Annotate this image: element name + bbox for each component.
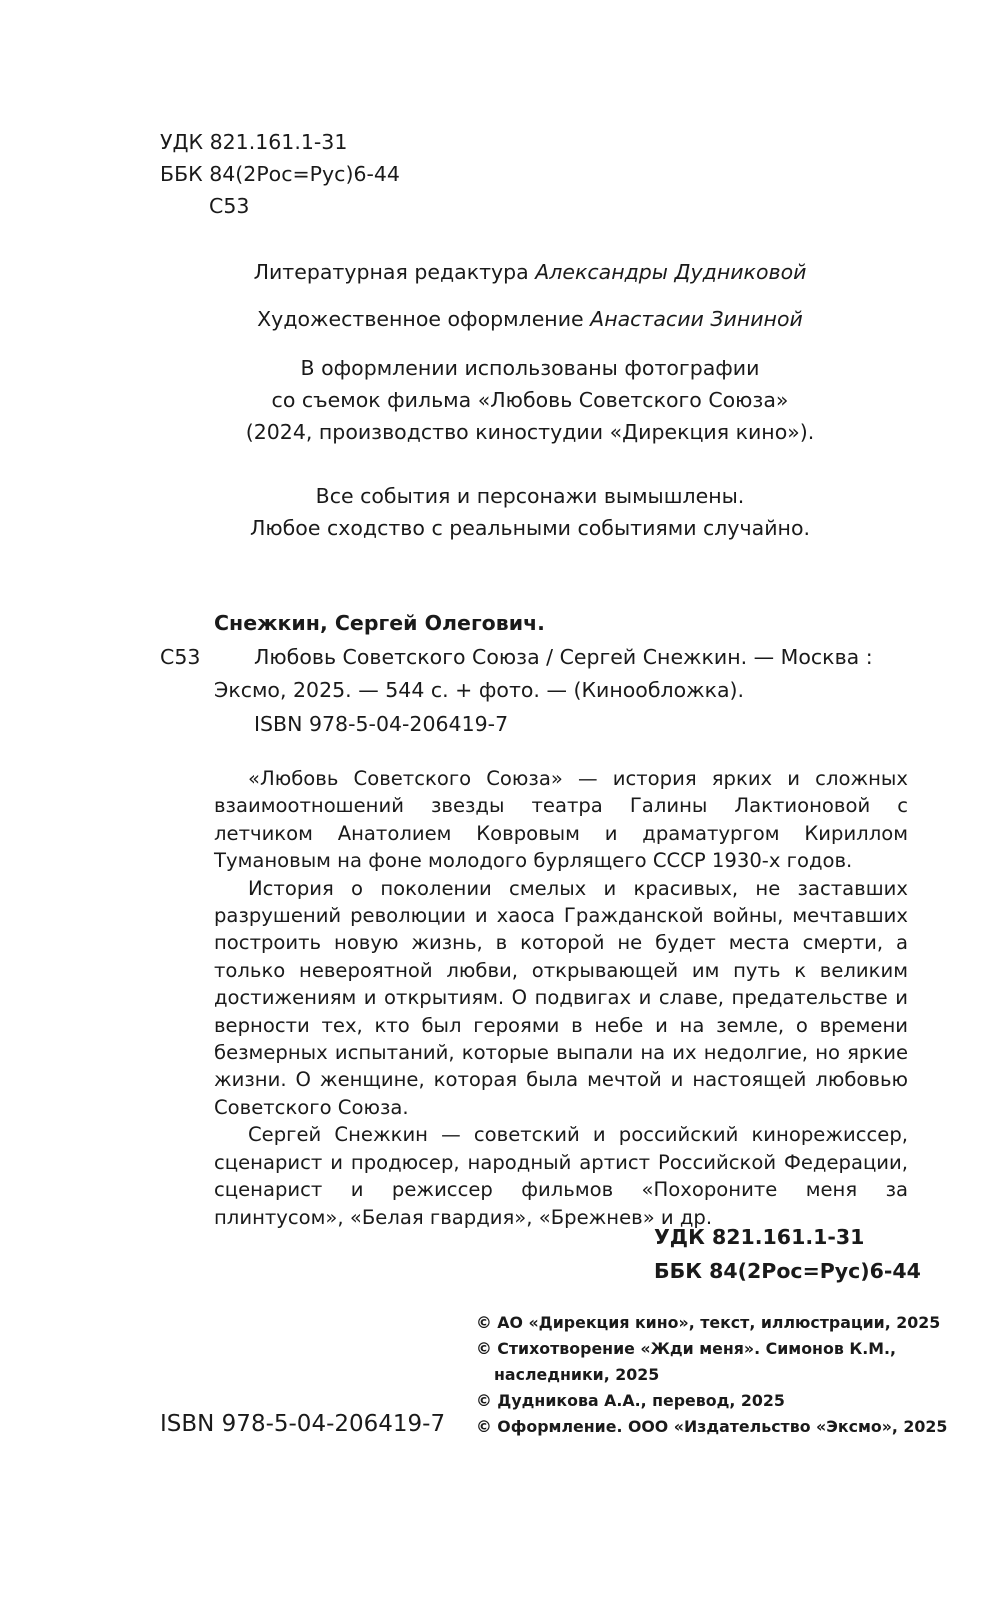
literary-editor-credit <box>180 260 880 284</box>
disclaimer-line: Все события и персонажи вымышлены. <box>315 484 745 508</box>
literary-editor-name: Александры Дудниковой <box>535 260 807 284</box>
copyright-line: © Оформление. ООО «Издательство «Эксмо», 2025 <box>476 1417 948 1436</box>
disclaimer-line: Любое сходство с реальными событиями случайно. <box>249 516 811 540</box>
annotation-paragraph: История о поколении смелых и красивых, не заставших разрушений революции и хаоса Гражданской войны, мечтавших построить новую жизнь, в которой не будет места смерти, а только невероятной любви, открывающей им путь к великим достижениям и открытиям. О подвигах и славе, предательстве и верности тех, кто был героями в небе и на земле, о времени безмерных испытаний, которые выпали на их недолгие, но яркие жизни. О женщине, которая была мечтой и настоящей любовью Советского Союза. <box>214 876 908 1119</box>
copyright-line: наследники, 2025 <box>494 1365 660 1384</box>
copyright-line: © АО «Дирекция кино», текст, иллюстрации, 2025 <box>476 1313 941 1332</box>
photo-credit-line: со съемок фильма «Любовь Советского Союза» <box>271 388 789 412</box>
header-udk: УДК 821.161.1-31 <box>160 130 348 154</box>
copyright-line: © Дудникова А.А., перевод, 2025 <box>476 1391 785 1410</box>
annotation-paragraph: «Любовь Советского Союза» — история ярких и сложных взаимоотношений звезды театра Галины Лактионовой с летчиком Анатолием Ковровым и драматургом Кириллом Тумановым на фоне молодого бурлящего СССР 1930-х годов. <box>214 767 908 873</box>
annotation-paragraph: Сергей Снежкин — советский и российский кинорежиссер, сценарист и продюсер, народный артист Российской Федерации, сценарист и режиссер фильмов «Похороните меня за плинтусом», «Белая гвардия», «Брежнев» и др. <box>214 1123 908 1229</box>
literary-editor-prefix: Литературная редактура <box>253 260 529 284</box>
art-design-credit <box>180 307 880 331</box>
catalog-entry-line: Эксмо, 2025. — 544 с. + фото. — (Кинообложка). <box>214 678 745 702</box>
photo-credit-line: В оформлении использованы фотографии <box>300 356 760 380</box>
catalog-mark: С53 <box>160 645 201 669</box>
annotation <box>214 765 908 1231</box>
classification-bbk: ББК 84(2Рос=Рус)6-44 <box>654 1259 921 1283</box>
art-design-prefix: Художественное оформление <box>257 307 584 331</box>
catalog-entry-line: Любовь Советского Союза / Сергей Снежкин. — Москва : <box>254 645 873 669</box>
classification-udk: УДК 821.161.1-31 <box>654 1225 865 1249</box>
footer-isbn: ISBN 978-5-04-206419-7 <box>160 1411 446 1437</box>
catalog-author: Снежкин, Сергей Олегович. <box>214 611 545 635</box>
art-design-name: Анастасии Зининой <box>590 307 803 331</box>
header-bbk: ББК 84(2Рос=Рус)6-44 <box>160 162 400 186</box>
catalog-isbn: ISBN 978-5-04-206419-7 <box>254 712 509 736</box>
photo-credit-line: (2024, производство киностудии «Дирекция кино»). <box>245 420 815 444</box>
copyright-line: © Стихотворение «Жди меня». Симонов К.М., <box>476 1339 896 1358</box>
header-author-mark: С53 <box>209 194 250 218</box>
